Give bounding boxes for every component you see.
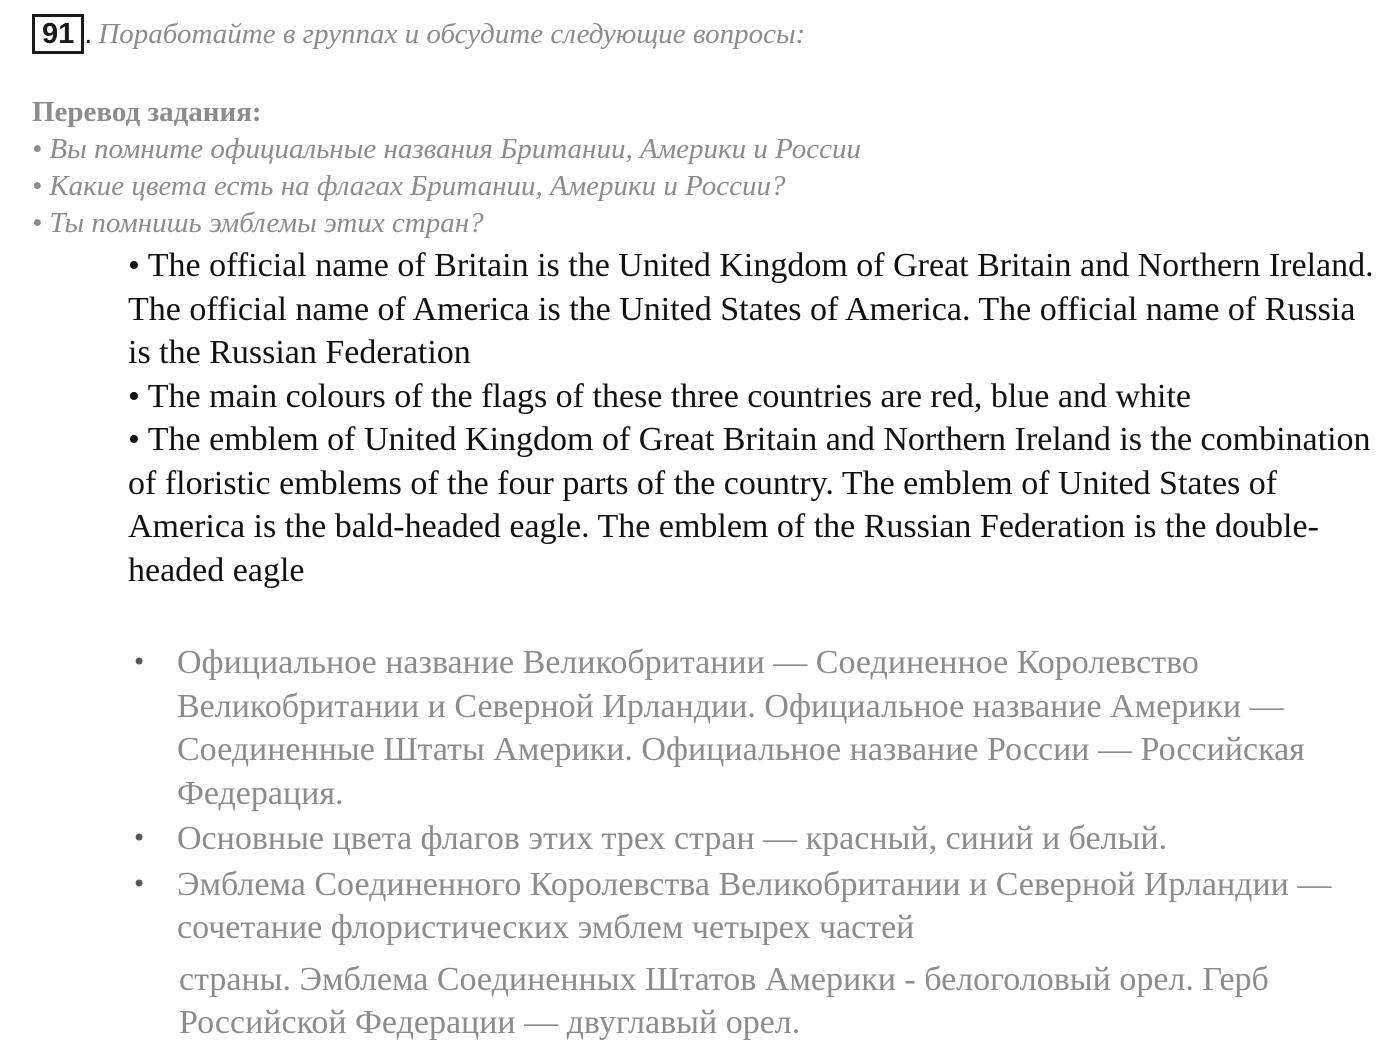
bullet-icon: •: [132, 824, 147, 852]
task-number-badge: 91: [32, 14, 84, 54]
english-answer-2: • The main colours of the flags of these three countries are red, blue and white: [128, 377, 1192, 415]
english-answer-3: • The emblem of United Kingdom of Great Britain and Northern Ireland is the combination of floristic emblems of the four parts of the country. The emblem of United States of America is the bald-headed eagle. The emblem of the Russian Federation is the double-headed eagle: [128, 421, 1371, 589]
english-answer-1: • The official name of Britain is the United Kingdom of Great Britain and Northern Ireland. The official name of America is the United States of America. The official name of Russia is the Russian Federation: [128, 247, 1374, 371]
russian-answer-1: [128, 641, 1388, 815]
task-header: [32, 14, 805, 54]
russian-answer-text: Основные цвета флагов этих трех стран — красный, синий и белый.: [177, 820, 1168, 857]
task-instruction: Поработайте в группах и обсудите следующие вопросы:: [98, 17, 806, 50]
russian-answer-continuation: страны. Эмблема Соединенных Штатов Америки - белоголовый орел. Герб Российской Федерации — двуглавый орел.: [179, 960, 1269, 1041]
russian-answer-text: Официальное название Великобритании — Соединенное Королевство Великобритании и Северной Ирландии. Официальное название Америки — Соединенные Штаты Америки. Официальное название России — Российская Федерация.: [177, 644, 1305, 812]
russian-answer-3: [128, 863, 1388, 1045]
bullet-icon: •: [132, 648, 147, 676]
russian-answers: [128, 641, 1388, 1047]
russian-answer-text: Эмблема Соединенного Королевства Великобритании и Северной Ирландии — сочетание флористических эмблем четырех частей: [177, 865, 1332, 946]
bullet-icon: •: [132, 869, 147, 898]
task-number-dot: .: [84, 17, 93, 50]
translation-item-3: • Ты помнишь эмблемы этих стран?: [32, 207, 484, 239]
translation-item-2: • Какие цвета есть на флагах Британии, Америки и России?: [32, 170, 786, 202]
translation-item-1: • Вы помните официальные названия Британии, Америки и России: [32, 133, 862, 165]
task-translation: [32, 94, 861, 242]
translation-title: Перевод задания:: [32, 96, 262, 128]
english-answers: [128, 244, 1378, 592]
russian-answer-2: [128, 817, 1388, 861]
